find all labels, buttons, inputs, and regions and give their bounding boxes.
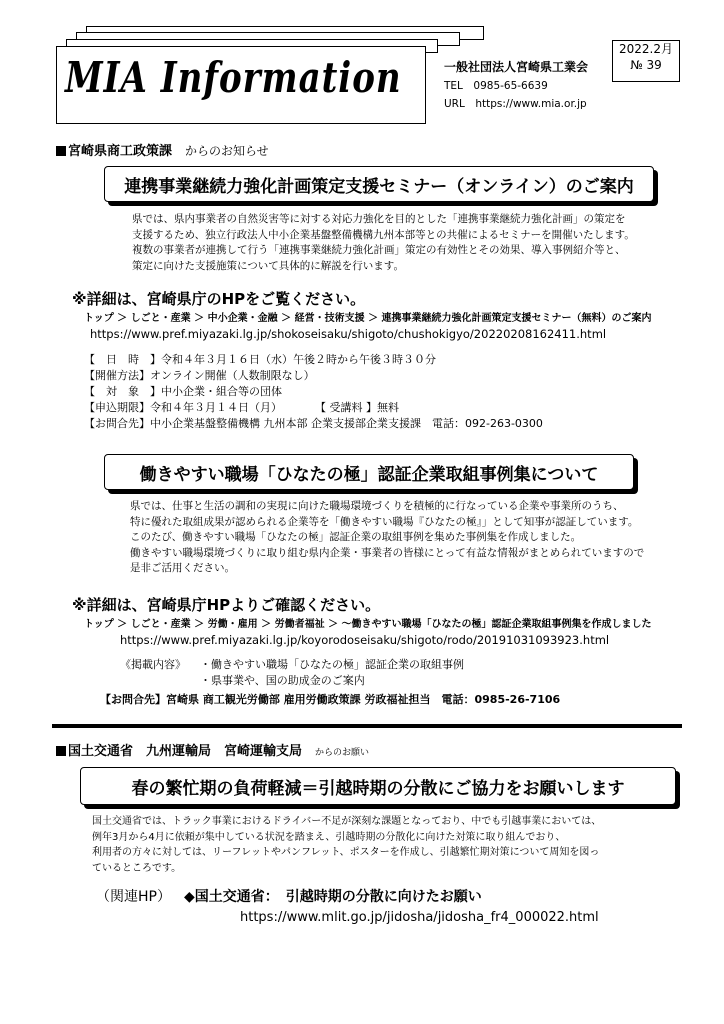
section1-body-line: 県では、県内事業者の自然災害等に対する対応力強化を目的とした「連携事業継続力強化計画」の策定を <box>132 213 626 225</box>
section2-banner-title: 働きやすい職場「ひなたの極」認証企業取組事例集について <box>139 464 599 485</box>
section3-body-line: ているところです。 <box>92 862 182 874</box>
section1-body-line: 支援するため、独立行政法人中小企業基盤整備機構九州本部等との共催によるセミナーを開催いたします。 <box>132 228 635 241</box>
section2-banner <box>104 454 634 490</box>
section-divider <box>52 724 682 728</box>
section1-detail-title: ※詳細は、宮崎県庁のHPをご覧ください。 <box>72 290 366 308</box>
section1-body-line: 策定に向けた支援施策について具体的に解説を行います。 <box>132 259 404 272</box>
section2-body-line: このたび、働きやすい職場「ひなたの極」認証企業の取組事例を集めた事例集を作成しました。 <box>130 531 582 543</box>
section3-banner-title: 春の繁忙期の負荷軽減＝引越時期の分散にご協力をお願いします <box>131 778 625 799</box>
org-tel: TEL 0985-65-6639 <box>444 80 548 92</box>
square-bullet-icon <box>56 746 66 756</box>
section2-body <box>130 499 695 577</box>
section1-breadcrumb: トップ ＞ しごと・産業 ＞ 中小企業・金融 ＞ 経営・技術支援 ＞ 連携事業継続力強化計画策定支援セミナー（無料）のご案内 <box>84 313 652 324</box>
section3-body-line: 例年3月から4月に依頼が集中している状況を踏まえ、引越時期の分散化に向けた対策に取り組んでおり、 <box>92 831 566 843</box>
related-title: ◆国土交通省： 引越時期の分散に向けたお願い <box>184 889 482 905</box>
logo-text: MIA Information <box>65 53 402 103</box>
section2-body-line: 県では、仕事と生活の調和の実現に向けた職場環境づくりを積極的に行なっている企業や事業所のうち、 <box>130 500 624 512</box>
section1-body-line: 複数の事業者が連携して行う「連携事業継続力強化計画」策定の有効性とその効果、導入事例紹介等と、 <box>132 244 626 256</box>
section1-info <box>84 352 543 432</box>
logo-box <box>56 46 426 124</box>
section3-body <box>92 814 692 876</box>
section2-body-line: 働きやすい職場環境づくりに取り組む県内企業・事業者の皆様にとって有益な情報がまとめられていますので <box>130 546 645 559</box>
info-row-method: 【開催方法】オンライン開催（人数制限なし） <box>84 369 315 382</box>
info-row-target: 【 対 象 】中小企業・組合等の団体 <box>84 385 282 398</box>
section3-body-line: 国土交通省では、トラック事業におけるドライバー不足が深刻な課題となっており、中でも引越事業においては、 <box>92 816 602 827</box>
section2-contents-label: 《掲載内容》 <box>120 658 186 671</box>
section2-detail-title: ※詳細は、宮崎県庁HPよりご確認ください。 <box>72 596 381 614</box>
section1-banner <box>104 166 654 202</box>
org-name: 一般社団法人宮崎県工業会 <box>444 60 589 74</box>
section1-banner-title: 連携事業継続力強化計画策定支援セミナー（オンライン）のご案内 <box>124 176 634 197</box>
section2-contents <box>200 657 464 689</box>
section3-link[interactable]: https://www.mlit.go.jp/jidosha/jidosha_fr4_000022.html <box>240 910 599 925</box>
section3-banner <box>80 767 676 805</box>
contents-item: ・県事業や、国の助成金のご案内 <box>200 674 365 687</box>
issue-number: № 39 <box>630 58 662 72</box>
section2-body-line: 特に優れた取組成果が認められる企業等を「働きやすい職場『ひなたの極』」として知事が認証しています。 <box>130 515 639 528</box>
related-label: （関連HP） <box>96 889 171 905</box>
contents-item: ・働きやすい職場「ひなたの極」認証企業の取組事例 <box>200 658 464 671</box>
section1-heading: 宮崎県商工政策課 からのお知らせ <box>56 140 269 159</box>
info-row-deadline: 【申込期限】令和４年３月１４日（月） 【 受講料 】無料 <box>84 401 399 414</box>
section1-link[interactable]: https://www.pref.miyazaki.lg.jp/shokoseisaku/shigoto/chushokigyo/20220208162411.html <box>90 327 607 341</box>
info-row-datetime: 【 日 時 】令和４年３月１６日（水）午後２時から午後３時３０分 <box>84 353 436 366</box>
section3-body-line: 利用者の方々に対しては、リーフレットやパンフレット、ポスターを作成し、引越繁忙期対策について周知を図っ <box>92 847 600 858</box>
issue-date: 2022.2月 <box>619 42 673 56</box>
org-url: URL https://www.mia.or.jp <box>444 98 587 110</box>
section3-heading: 国土交通省 九州運輸局 宮崎運輸支局 からのお願い <box>56 740 369 759</box>
issue-box <box>612 40 680 82</box>
section2-body-line: 是非ご活用ください。 <box>130 562 235 574</box>
section2-link[interactable]: https://www.pref.miyazaki.lg.jp/koyorodoseisaku/shigoto/rodo/20191031093923.html <box>120 633 610 647</box>
info-row-contact: 【お問合先】中小企業基盤整備機構 九州本部 企業支援部企業支援課 電話：092-263-0300 <box>84 417 543 430</box>
square-bullet-icon <box>56 146 66 156</box>
section2-breadcrumb: トップ ＞ しごと・産業 ＞ 労働・雇用 ＞ 労働者福祉 ＞ ～働きやすい職場「ひなたの極」認証企業取組事例集を作成しました <box>84 619 652 630</box>
section2-contact: 【お問合先】宮崎県 商工観光労働部 雇用労働政策課 労政福祉担当 電話：0985-26-7106 <box>100 693 561 706</box>
section1-body <box>132 212 692 274</box>
